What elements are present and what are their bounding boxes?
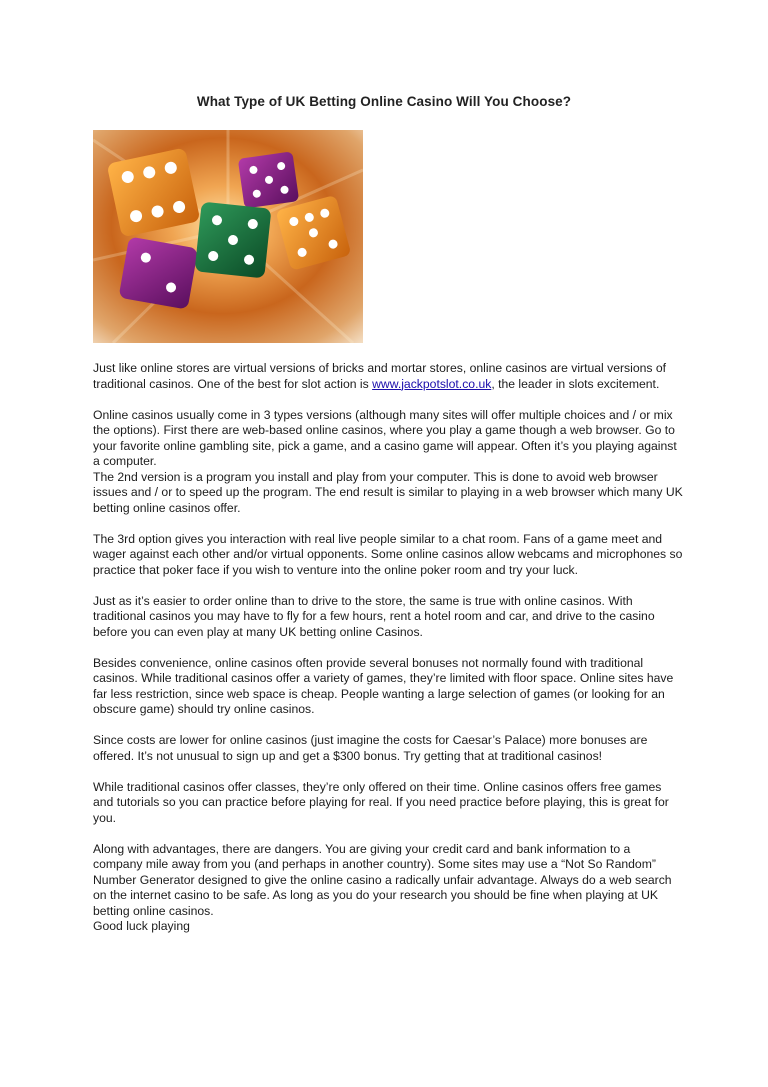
paragraph-4: The 3rd option gives you interaction with real live people similar to a chat room. Fans of a game meet and wager against each other and/or virtual opponents. Some online casinos allow webcams and microphones so practice that poker face if you wish to venture into the online poker room and try your luck. xyxy=(93,531,683,577)
paragraph-9: Along with advantages, there are dangers. You are giving your credit card and bank information to a company mile away from you (and perhaps in another country). Some sites may use a “Not So Random” Number Generator designed to give the online casino a radically unfair advantage. Always do a web search on the internet casino to be safe. As long as you do your research you should be fine when playing at UK betting online casinos. xyxy=(93,841,672,918)
paragraph-8: While traditional casinos offer classes, they’re only offered on their time. Online casinos offers free games and tutorials so you can practice before playing for real. If you need practice before playing, this is great for you. xyxy=(93,779,669,825)
jackpotslot-link[interactable]: www.jackpotslot.co.uk xyxy=(372,376,492,391)
paragraph-6: Besides convenience, online casinos often provide several bonuses not normally found with traditional casinos. While traditional casinos offer a variety of games, they’re limited with floor space. Online sites have far less restriction, since web space is cheap. People wanting a large selection of games (or looking for an obscure game) should try online casinos. xyxy=(93,655,674,716)
paragraph-5: Just as it’s easier to order online than to drive to the store, the same is true with online casinos. With traditional casinos you may have to fly for a few hours, rent a hotel room and car, and drive to the casino before you can even play at many UK betting online Casinos. xyxy=(93,593,655,639)
paragraph-3: The 2nd version is a program you install and play from your computer. This is done to avoid web browser issues and / or to speed up the program. The end result is similar to playing in a web browser which many UK betting online casinos offer. xyxy=(93,469,683,515)
paragraph-7: Since costs are lower for online casinos (just imagine the costs for Caesar’s Palace) more bonuses are offered. It’s not unusual to sign up and get a $300 bonus. Try getting that at traditional casinos! xyxy=(93,733,648,763)
paragraph-1-start: Just like online stores are virtual versions of bricks and mortar stores, online casinos are virtual versions of traditional casinos. One of the best for slot action is xyxy=(93,361,667,391)
document-title: What Type of UK Betting Online Casino Will You Choose? xyxy=(196,94,572,109)
dice-photo xyxy=(93,130,363,343)
paragraph-10: Good luck playing xyxy=(93,919,190,933)
paragraph-1-end: , the leader in slots excitement. xyxy=(491,376,660,391)
paragraph-1 xyxy=(93,361,683,392)
paragraph-2: Online casinos usually come in 3 types versions (although many sites will offer multiple choices and / or mix the options). First there are web-based online casinos, where you play a game though a web browser. Go to your favorite online gambling site, pick a game, and a casino game will appear. Often it’s you playing against a computer. xyxy=(93,407,677,468)
article-body xyxy=(93,361,683,950)
